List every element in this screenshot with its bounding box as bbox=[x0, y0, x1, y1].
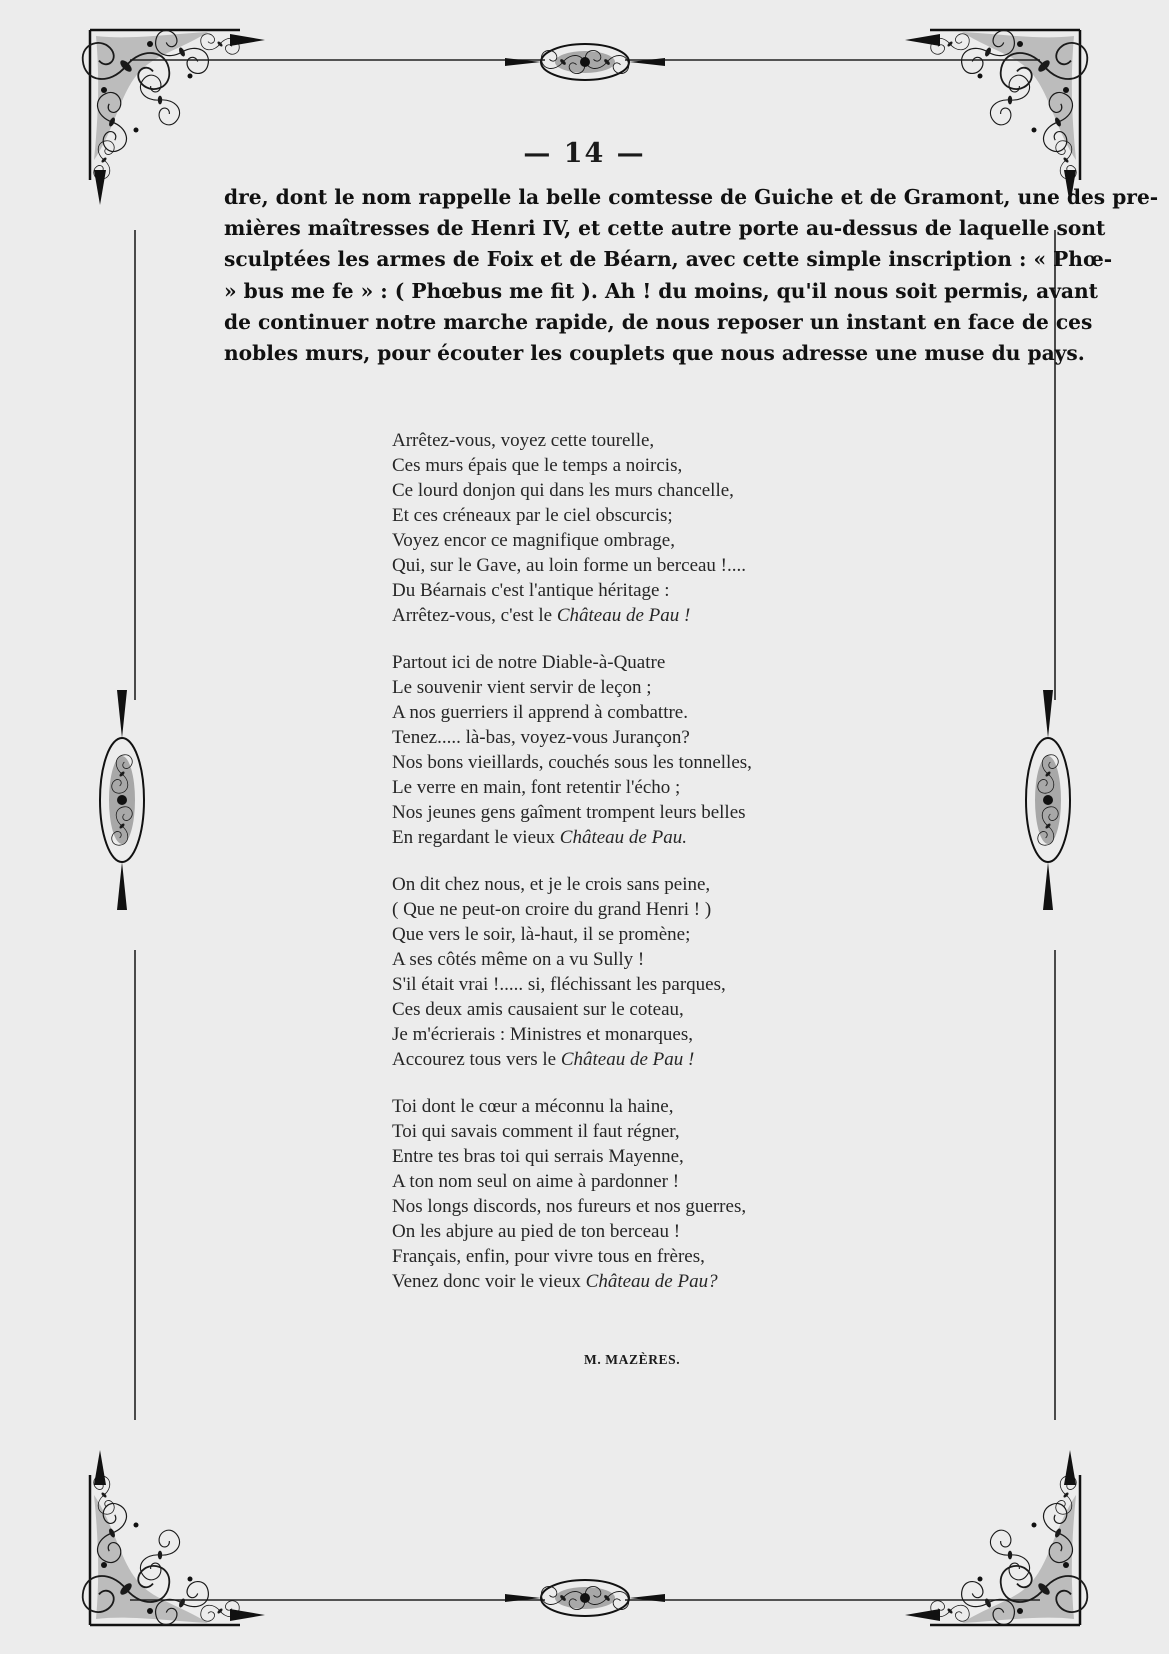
stanza-4 bbox=[392, 1094, 752, 1294]
verse: Je m'écrierais : Ministres et monarques, bbox=[392, 1024, 694, 1045]
verse: Toi dont le cœur a méconnu la haine, bbox=[392, 1096, 674, 1117]
verse: Français, enfin, pour vivre tous en frères, bbox=[392, 1246, 705, 1267]
verse: Nos bons vieillards, couchés sous les tonnelles, bbox=[392, 752, 752, 773]
page-number: — 14 — bbox=[523, 138, 646, 169]
verse: Partout ici de notre Diable-à-Quatre bbox=[392, 652, 666, 673]
verse-text: Venez donc voir le vieux bbox=[392, 1271, 581, 1292]
refrain-title: Château de Pau. bbox=[559, 827, 687, 848]
stanza-3 bbox=[392, 872, 752, 1072]
refrain-title: Château de Pau ! bbox=[560, 1049, 695, 1070]
verse: Toi qui savais comment il faut régner, bbox=[392, 1121, 680, 1142]
prose-line: sculptées les armes de Foix et de Béarn, avec cette simple inscription : « Phœ- bbox=[224, 247, 1113, 272]
verse-text: En regardant le vieux bbox=[392, 827, 556, 848]
verse: Nos jeunes gens gaîment trompent leurs belles bbox=[392, 802, 746, 823]
refrain-title: Château de Pau? bbox=[585, 1271, 718, 1292]
verse-refrain bbox=[392, 603, 752, 628]
verse: Arrêtez-vous, voyez cette tourelle, bbox=[392, 430, 655, 451]
verse: Ces deux amis causaient sur le coteau, bbox=[392, 999, 684, 1020]
verse: A nos guerriers il apprend à combattre. bbox=[392, 702, 688, 723]
verse: Voyez encor ce magnifique ombrage, bbox=[392, 530, 675, 551]
verse: On dit chez nous, et je le crois sans peine, bbox=[392, 874, 711, 895]
verse: Nos longs discords, nos fureurs et nos guerres, bbox=[392, 1196, 747, 1217]
verse: On les abjure au pied de ton berceau ! bbox=[392, 1221, 681, 1242]
verse: Entre tes bras toi qui serrais Mayenne, bbox=[392, 1146, 684, 1167]
verse: A ton nom seul on aime à pardonner ! bbox=[392, 1171, 680, 1192]
prose-line: de continuer notre marche rapide, de nous reposer un instant en face de ces bbox=[224, 309, 1093, 334]
prose-paragraph bbox=[224, 182, 1159, 369]
prose-line: dre, dont le nom rappelle la belle comtesse de Guiche et de Gramont, une des pre- bbox=[224, 185, 1159, 209]
verse: Qui, sur le Gave, au loin forme un berceau !.... bbox=[392, 555, 747, 576]
author-signature: M. MAZÈRES. bbox=[584, 1352, 681, 1367]
refrain-title: Château de Pau ! bbox=[556, 605, 691, 626]
stanza-1 bbox=[392, 428, 752, 628]
verse: ( Que ne peut-on croire du grand Henri ! ) bbox=[392, 899, 712, 920]
verse: Ces murs épais que le temps a noircis, bbox=[392, 455, 683, 476]
verse-refrain bbox=[392, 1269, 752, 1294]
verse-text: Arrêtez-vous, c'est le bbox=[392, 605, 553, 626]
verse: Du Béarnais c'est l'antique héritage : bbox=[392, 580, 670, 601]
verse: Le souvenir vient servir de leçon ; bbox=[392, 677, 652, 698]
verse: S'il était vrai !..... si, fléchissant les parques, bbox=[392, 974, 726, 995]
poem bbox=[392, 428, 752, 1316]
verse: Que vers le soir, là-haut, il se promène; bbox=[392, 924, 691, 945]
verse: A ses côtés même on a vu Sully ! bbox=[392, 949, 645, 970]
prose-line: nobles murs, pour écouter les couplets que nous adresse une muse du pays. bbox=[224, 341, 1085, 366]
verse-refrain bbox=[392, 1047, 752, 1072]
prose-line: » bus me fe » : ( Phœbus me fit ). Ah ! du moins, qu'il nous soit permis, avant bbox=[224, 278, 1099, 303]
verse: Le verre en main, font retentir l'écho ; bbox=[392, 777, 681, 798]
verse: Tenez..... là-bas, voyez-vous Jurançon? bbox=[392, 727, 690, 748]
verse-refrain bbox=[392, 825, 752, 850]
verse-text: Accourez tous vers le bbox=[392, 1049, 557, 1070]
prose-line: mières maîtresses de Henri IV, et cette autre porte au-dessus de laquelle sont bbox=[224, 216, 1106, 241]
verse: Et ces créneaux par le ciel obscurcis; bbox=[392, 505, 673, 526]
stanza-2 bbox=[392, 650, 752, 850]
verse: Ce lourd donjon qui dans les murs chancelle, bbox=[392, 480, 734, 501]
